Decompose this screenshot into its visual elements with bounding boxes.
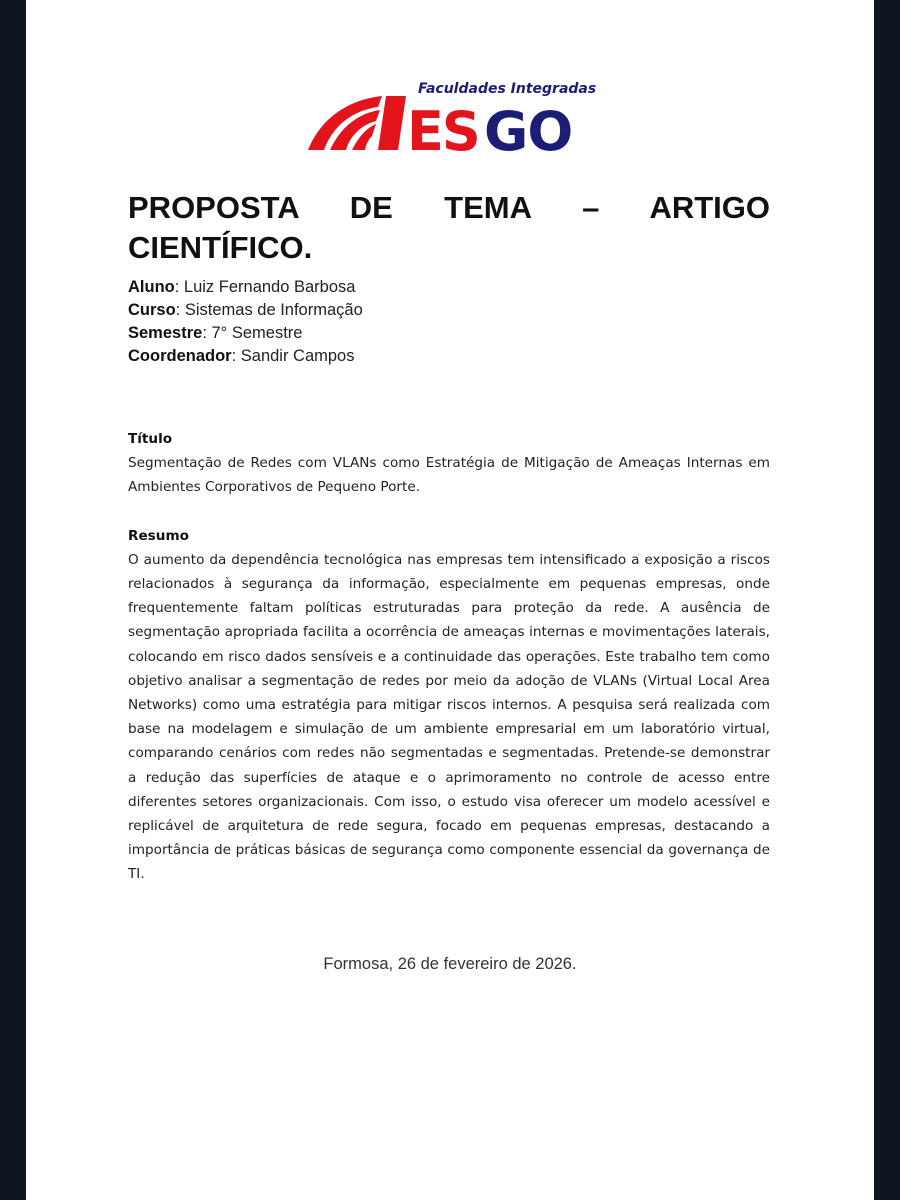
institution-logo xyxy=(306,76,606,156)
document-body xyxy=(128,427,770,887)
meta-semestre xyxy=(128,322,363,345)
titulo-text: Segmentação de Redes com VLANs como Estratégia de Mitigação de Ameaças Internas em Ambientes Corporativos de Pequeno Porte. xyxy=(128,455,770,496)
meta-curso-value: : Sistemas de Informação xyxy=(175,301,363,319)
meta-curso xyxy=(128,299,363,322)
document-title-line1: PROPOSTA DE TEMA – ARTIGO xyxy=(128,190,770,225)
meta-coordenador-label: Coordenador xyxy=(128,347,232,365)
logo-tagline: Faculdades Integradas xyxy=(418,81,597,97)
logo-go: GO xyxy=(484,100,573,156)
meta-coordenador-value: : Sandir Campos xyxy=(231,347,355,365)
resumo-text: O aumento da dependência tecnológica nas empresas tem intensificado a exposição a riscos relacionados à segurança da informação, especialmente em pequenas empresas, onde frequentemente faltam políticas estruturadas para proteção da rede. A ausência de segmentação apropriada facilita a ocorrência de ameaças internas e movimentações laterais, colocando em risco dados sensíveis e a continuidade das operações. Este trabalho tem como objetivo analisar a segmentação de redes por meio da adoção de VLANs (Virtual Local Area Networks) como uma estratégia para mitigar riscos internos. A pesquisa será realizada com base na modelagem e simulação de um ambiente empresarial em um laboratório virtual, comparando cenários com redes não segmentadas e segmentadas. Pretende-se demonstrar a redução das superfícies de ataque e o aprimoramento no controle de acesso entre diferentes setores organizacionais. Com isso, o estudo visa oferecer um modelo acessível e replicável de arquitetura de rede segura, focado em pequenas empresas, destacando a importância de práticas básicas de segurança como componente essencial da governança de TI. xyxy=(128,551,770,883)
meta-coordenador xyxy=(128,345,363,368)
document-title xyxy=(128,188,770,268)
meta-semestre-value: : 7° Semestre xyxy=(202,324,303,342)
meta-curso-label: Curso xyxy=(128,301,176,319)
meta-aluno-value: : Luiz Fernando Barbosa xyxy=(174,278,356,296)
titulo-heading: Título xyxy=(128,431,173,447)
document-title-line2: CIENTÍFICO. xyxy=(128,230,313,265)
meta-aluno-label: Aluno xyxy=(128,278,175,296)
date-line: Formosa, 26 de fevereiro de 2026. xyxy=(323,955,577,973)
logo-es: ES xyxy=(407,100,479,156)
meta-semestre-label: Semestre xyxy=(128,324,203,342)
resumo-heading: Resumo xyxy=(128,527,189,544)
iesgo-logo-graphic xyxy=(306,76,606,156)
meta-aluno xyxy=(128,276,363,299)
document-page xyxy=(26,0,874,1200)
student-info xyxy=(128,276,363,368)
